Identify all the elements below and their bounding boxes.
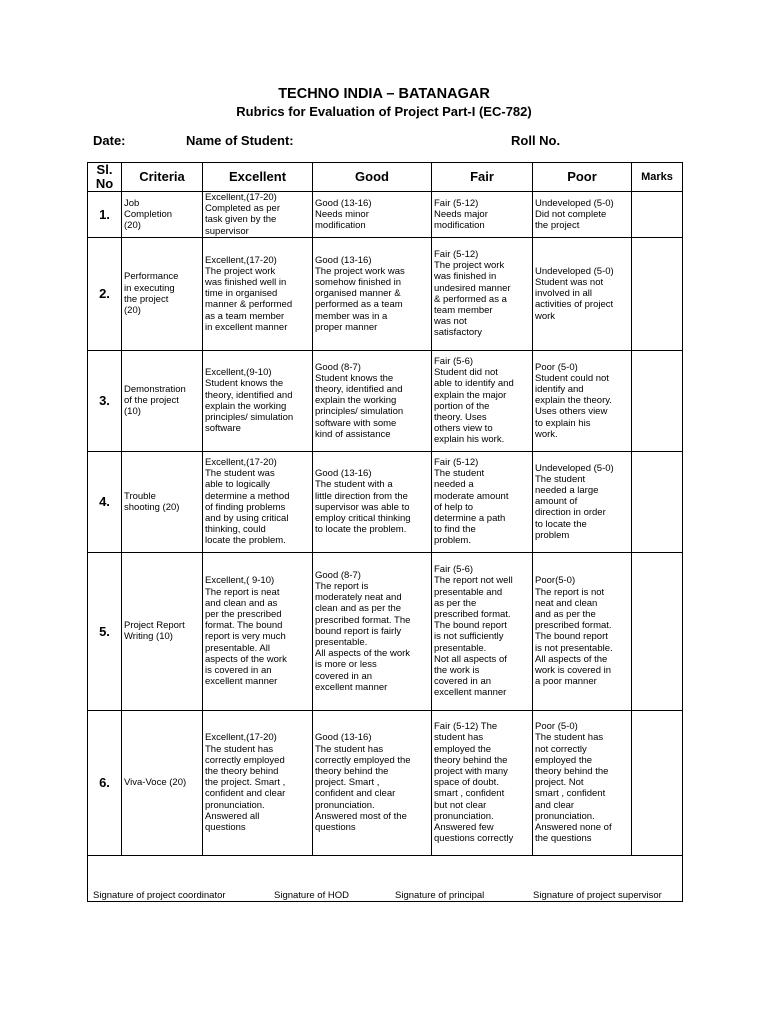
table-row [88,237,683,350]
poor-cell: Poor (5-0) Student could not identify and explain the theory. Uses others view to explain his work. [533,350,632,451]
poor-cell: Poor (5-0) The student has not correctly employed the theory behind the project. Not smart , confident and clear pronunciation. Answered none of the questions [533,710,632,855]
rubric-table [87,162,683,902]
row-number: 4. [88,451,122,552]
excellent-cell: Excellent,(17-20) Completed as per task given by the supervisor [203,192,313,238]
header-criteria: Criteria [122,163,203,192]
student-name-label: Name of Student: [186,133,294,148]
good-cell: Good (13-16) The project work was somehow finished in organised manner & performed as a team member was in a proper manner [313,237,432,350]
marks-cell[interactable] [632,552,683,710]
student-info-row [93,133,693,151]
good-cell: Good (13-16) The student with a little direction from the supervisor was able to employ critical thinking to locate the problem. [313,451,432,552]
document-title: TECHNO INDIA – BATANAGAR [278,86,490,102]
table-row [88,552,683,710]
good-cell: Good (13-16) The student has correctly employed the theory behind the project. Smart , confident and clear pronunciation. Answered most of the questions [313,710,432,855]
header-sl-no: Sl. No [88,163,122,192]
signature-principal: Signature of principal [395,889,485,901]
date-label: Date: [93,133,126,148]
marks-cell[interactable] [632,710,683,855]
criteria-cell: Job Completion (20) [122,192,203,238]
poor-cell: Undeveloped (5-0) Student was not involved in all activities of project work [533,237,632,350]
excellent-cell: Excellent,(17-20) The student has correctly employed the theory behind the project. Smart , confident and clear pronunciation. Answered all questions [203,710,313,855]
marks-cell[interactable] [632,451,683,552]
header-excellent: Excellent [203,163,313,192]
signature-supervisor: Signature of project supervisor [533,889,662,901]
marks-cell[interactable] [632,237,683,350]
fair-cell: Fair (5-6) The report not well presentable and as per the prescribed format. The bound report is not sufficiently presentable. Not all aspects of the work is covered in an excellent manner [432,552,533,710]
signature-coordinator: Signature of project coordinator [93,889,226,901]
good-cell: Good (8-7) The report is moderately neat and clean and as per the prescribed format. The bound report is fairly presentable. All aspects of the work is more or less covered in an excellent manner [313,552,432,710]
header-good: Good [313,163,432,192]
signature-hod: Signature of HOD [274,889,349,901]
header-marks: Marks [632,163,683,192]
poor-cell: Undeveloped (5-0) Did not complete the project [533,192,632,238]
row-number: 3. [88,350,122,451]
row-number: 1. [88,192,122,238]
table-row [88,350,683,451]
row-number: 5. [88,552,122,710]
signature-row [88,855,683,901]
criteria-cell: Project Report Writing (10) [122,552,203,710]
header-fair: Fair [432,163,533,192]
table-row [88,451,683,552]
poor-cell: Undeveloped (5-0) The student needed a large amount of direction in order to locate the problem [533,451,632,552]
fair-cell: Fair (5-12) Needs major modification [432,192,533,238]
row-number: 6. [88,710,122,855]
table-row [88,710,683,855]
poor-cell: Poor(5-0) The report is not neat and clean and as per the prescribed format. The bound report is not presentable. All aspects of the work is covered in a poor manner [533,552,632,710]
header-row [88,163,683,192]
criteria-cell: Performance in executing the project (20) [122,237,203,350]
excellent-cell: Excellent,( 9-10) The report is neat and clean and as per the prescribed format. The bound report is very much presentable. All aspects of the work is covered in an excellent manner [203,552,313,710]
row-number: 2. [88,237,122,350]
excellent-cell: Excellent,(17-20) The project work was finished well in time in organised manner & performed as a team member in excellent manner [203,237,313,350]
fair-cell: Fair (5-6) Student did not able to identify and explain the major portion of the theory. Uses others view to explain his work. [432,350,533,451]
document-subtitle: Rubrics for Evaluation of Project Part-I (EC-782) [236,104,532,119]
fair-cell: Fair (5-12) The student has employed the theory behind the project with many space of doubt. smart , confident but not clear pronunciation. Answered few questions correctly [432,710,533,855]
excellent-cell: Excellent,(9-10) Student knows the theory, identified and explain the working principles/ simulation software [203,350,313,451]
criteria-cell: Trouble shooting (20) [122,451,203,552]
criteria-cell: Viva-Voce (20) [122,710,203,855]
criteria-cell: Demonstration of the project (10) [122,350,203,451]
signature-cell [88,855,683,901]
good-cell: Good (8-7) Student knows the theory, identified and explain the working principles/ simulation software with some kind of assistance [313,350,432,451]
marks-cell[interactable] [632,350,683,451]
header-poor: Poor [533,163,632,192]
marks-cell[interactable] [632,192,683,238]
fair-cell: Fair (5-12) The project work was finished in undesired manner & performed as a team member was not satisfactory [432,237,533,350]
fair-cell: Fair (5-12) The student needed a moderate amount of help to determine a path to find the problem. [432,451,533,552]
excellent-cell: Excellent,(17-20) The student was able to logically determine a method of finding problems and by using critical thinking, could locate the problem. [203,451,313,552]
good-cell: Good (13-16) Needs minor modification [313,192,432,238]
roll-no-label: Roll No. [511,133,561,148]
table-row [88,192,683,238]
